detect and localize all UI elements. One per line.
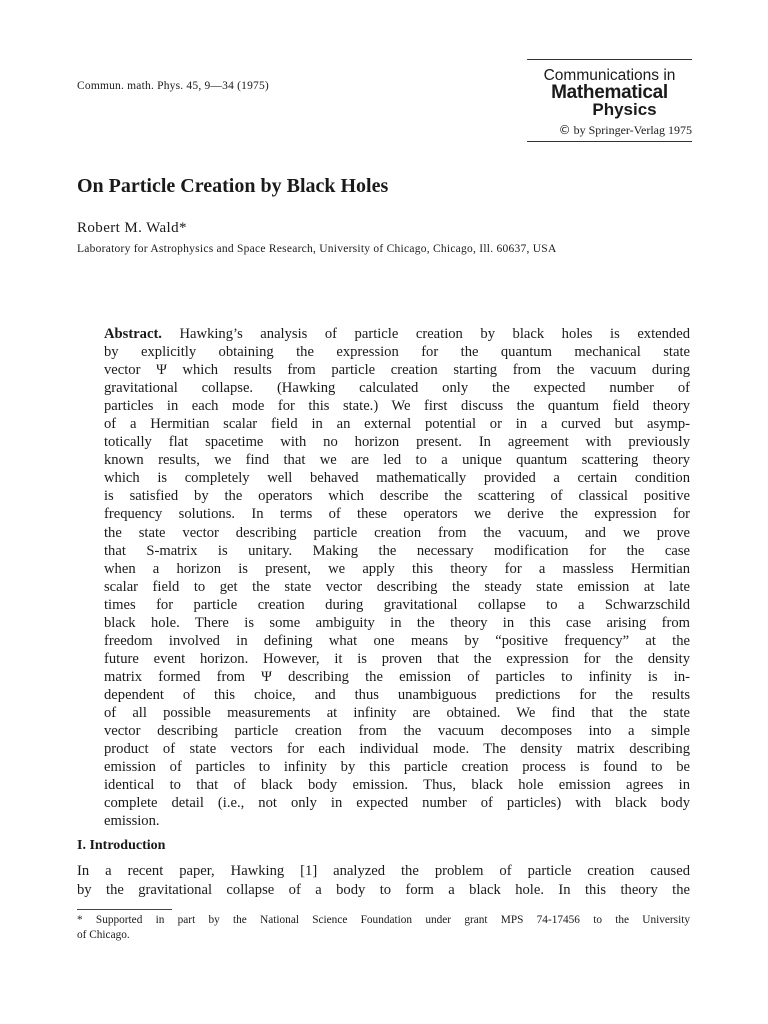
abstract-line: emission. — [104, 813, 160, 830]
abstract-line: of all possible measurements at infinity are obtained. We find that the state — [104, 704, 690, 721]
journal-name-line-3: Physics — [592, 100, 657, 119]
section-heading-introduction: I. Introduction — [77, 838, 166, 853]
abstract-line: vector describing particle creation from the vacuum decomposes into a simple — [104, 723, 690, 740]
introduction-body — [77, 862, 690, 900]
journal-name-line-2: Mathematical — [551, 82, 668, 103]
masthead-top-rule — [527, 59, 692, 60]
copyright-icon: © — [558, 123, 571, 137]
abstract-line: particles in each mode for this state.) We first discuss the quantum field theory — [104, 398, 690, 415]
abstract-line: totically flat spacetime with no horizon present. In agreement with previously — [104, 434, 690, 451]
abstract-line: vector Ψ which results from particle creation starting from the vacuum during — [104, 362, 690, 379]
abstract-label: Abstract. — [104, 326, 162, 342]
abstract-line: that S-matrix is unitary. Making the necessary modification for the case — [104, 542, 690, 559]
footnote-line: of Chicago. — [77, 929, 130, 941]
abstract-line: emission of particles to infinity by this particle creation process is found to be — [104, 759, 690, 776]
journal-masthead — [527, 59, 692, 142]
abstract-line: gravitational collapse. (Hawking calculated only the expected number of — [104, 380, 690, 397]
abstract-line: black hole. There is some ambiguity in the theory in this case arising from — [104, 614, 690, 631]
abstract-line: by explicitly obtaining the expression for the quantum mechanical state — [104, 344, 690, 361]
abstract-line: of a Hermitian scalar field in an external potential or in a curved but asymp- — [104, 416, 690, 433]
abstract-line: dependent of this choice, and thus unambiguous predictions for the results — [104, 686, 690, 703]
abstract-line — [104, 325, 690, 343]
abstract-line: freedom involved in defining what one means by “positive frequency” at the — [104, 632, 690, 649]
abstract-line: product of state vectors for each individual mode. The density matrix describing — [104, 741, 690, 758]
paper-author: Robert M. Wald* — [77, 220, 187, 236]
footnote-rule — [77, 909, 172, 910]
abstract-line: is satisfied by the operators which describe the scattering of classical positive — [104, 488, 690, 505]
journal-citation: Commun. math. Phys. 45, 9—34 (1975) — [77, 80, 269, 92]
journal-name — [527, 67, 692, 118]
author-affiliation: Laboratory for Astrophysics and Space Research, University of Chicago, Chicago, Ill. 60637, USA — [77, 243, 557, 255]
abstract-line-text: Hawking’s analysis of particle creation by black holes is extended — [161, 326, 690, 342]
abstract-line: identical to that of black body emission. Thus, black hole emission agrees in — [104, 777, 690, 794]
abstract-line: future event horizon. However, it is proven that the expression for the density — [104, 650, 690, 667]
footnote-line: * Supported in part by the National Science Foundation under grant MPS 74-17456 to the University — [77, 914, 690, 926]
abstract-line: complete detail (i.e., not only in expected number of particles) with black body — [104, 795, 690, 812]
masthead-bottom-rule — [527, 141, 692, 142]
abstract-line: when a horizon is present, we apply this theory for a massless Hermitian — [104, 560, 690, 577]
abstract-line: frequency solutions. In terms of these operators we derive the expression for — [104, 506, 690, 523]
abstract-line: the state vector describing particle creation from the vacuum, and we prove — [104, 524, 690, 541]
copyright-notice — [527, 123, 692, 141]
abstract-line: times for particle creation during gravitational collapse to a Schwarzschild — [104, 596, 690, 613]
journal-name-line-1: Communications in — [543, 67, 676, 84]
abstract-line: known results, we find that we are led to a unique quantum scattering theory — [104, 452, 690, 469]
abstract-line: which is completely well behaved mathematically provided a certain condition — [104, 470, 690, 487]
paper-title: On Particle Creation by Black Holes — [77, 175, 389, 197]
body-line: In a recent paper, Hawking [1] analyzed the problem of particle creation caused — [77, 863, 690, 879]
body-line: by the gravitational collapse of a body to form a black hole. In this theory the — [77, 882, 690, 898]
footnote — [77, 913, 690, 943]
abstract — [104, 325, 690, 830]
abstract-line: matrix formed from Ψ describing the emission of particles to infinity is in- — [104, 668, 690, 685]
abstract-line: scalar field to get the state vector describing the steady state emission at late — [104, 578, 690, 595]
copyright-text: by Springer-Verlag 1975 — [573, 123, 692, 137]
